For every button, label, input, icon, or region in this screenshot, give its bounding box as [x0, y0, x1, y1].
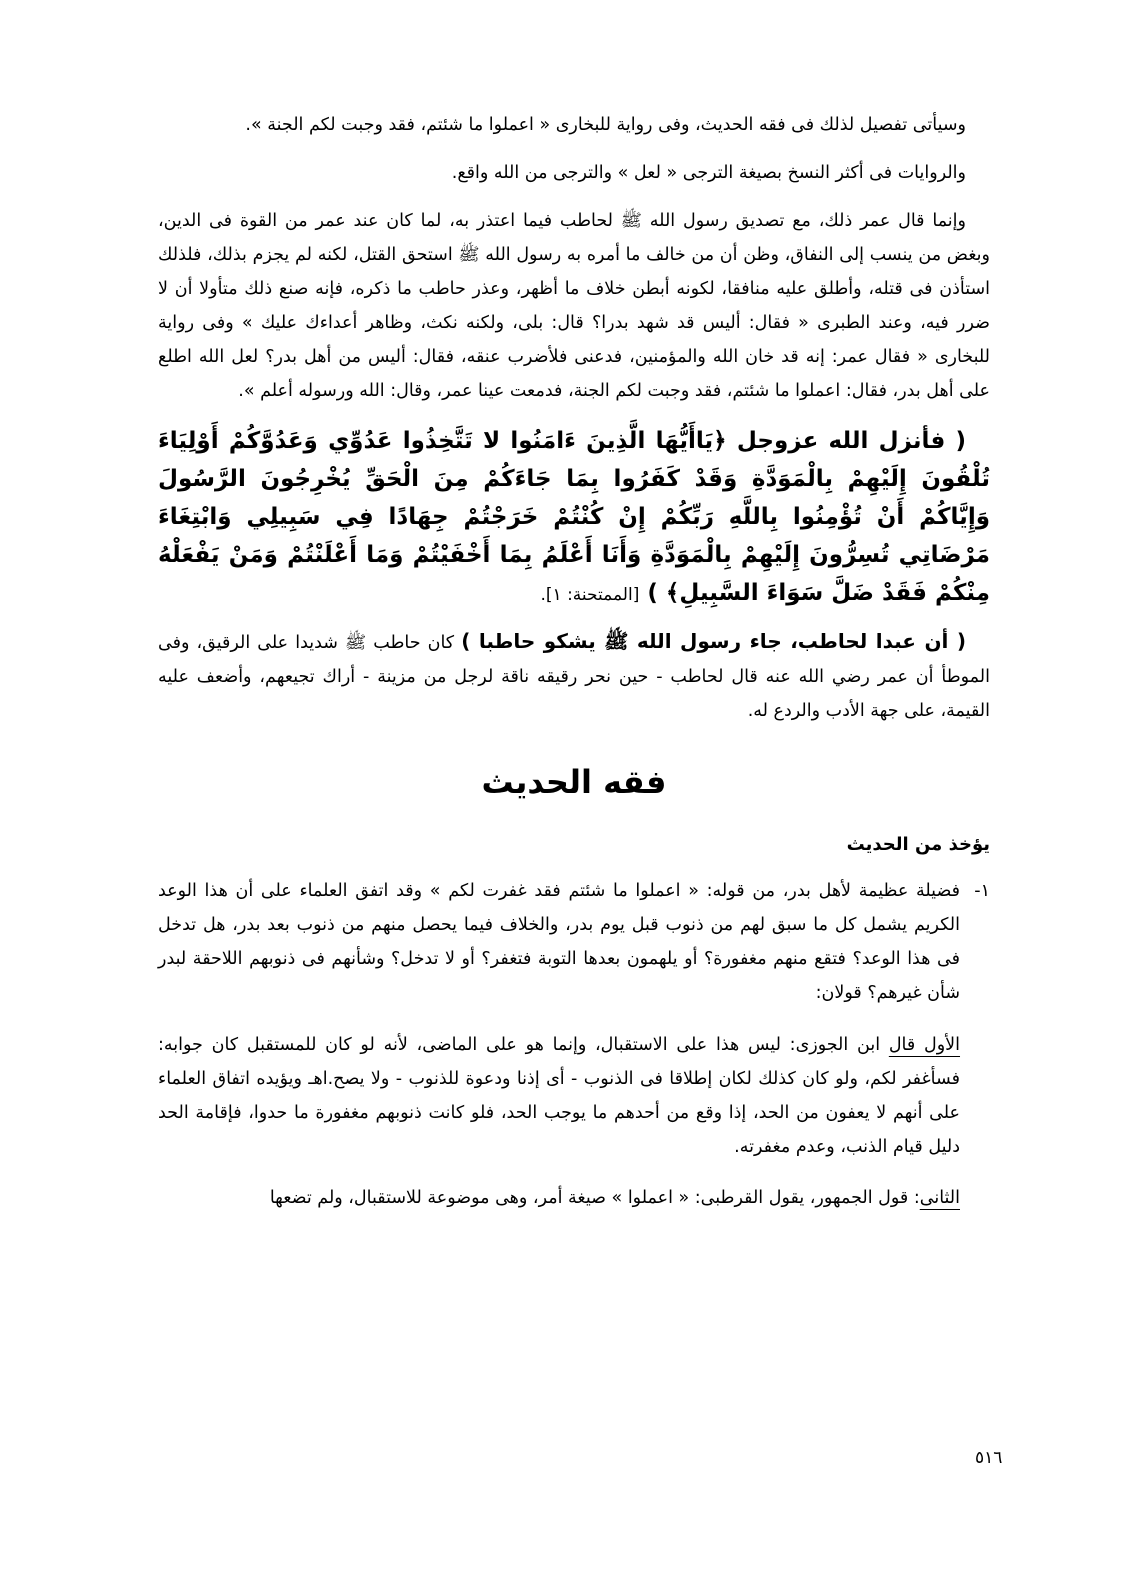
paragraph-bukhari-narration: وسيأتى تفصيل لذلك فى فقه الحديث، وفى رواية للبخارى « اعملوا ما شئتم، فقد وجبت لكم الجنة ».: [245, 115, 966, 135]
quran-verse-block: [158, 422, 990, 614]
hadith-lead-text: ( أن عبدا لحاطب، جاء رسول الله ﷺ يشكو حاطبا ): [461, 629, 966, 653]
opinion-first-label: الأول قال: [888, 1034, 961, 1055]
paragraph-narrations-note: والروايات فى أكثر النسخ بصيغة الترجى « لعل » والترجى من الله واقع.: [451, 163, 966, 183]
hadith-commentary-text: كان حاطب ﷺ شديدا على الرقيق، وفى الموطأ أن عمر رضي الله عنه قال لحاطب - حين نحر رقيقه ناقة لرجل من مزينة - أراك تجيعهم، وأضعف عليه القيمة، على جهة الأدب والردع له.: [158, 633, 990, 721]
opinion-second-label: الثانى: [919, 1188, 960, 1208]
paragraph-umar-explanation: وإنما قال عمر ذلك، مع تصديق رسول الله ﷺ لحاطب فيما اعتذر به، لما كان عند عمر من القوة فى الدين، وبغض من ينسب إلى النفاق، وظن أن من خالف ما أمره به رسول الله ﷺ استحق القتل، لكنه لم يجزم بذلك، فلذلك استأذن فى قتله، وأطلق عليه منافقا، لكونه أبطن خلاف ما أظهر، وعذر حاطب ما ذكره، فإنه صنع ذلك متأولا أن لا ضرر فيه، وعند الطبرى « فقال: أليس قد شهد بدرا؟ قال: بلى، ولكنه نكث، وظاهر أعداءك عليك » وفى رواية للبخارى « فقال عمر: إنه قد خان الله والمؤمنين، فدعنى فلأضرب عنقه، فقال: أليس من أهل بدر؟ لعل الله اطلع على أهل بدر، فقال: اعملوا ما شئتم، فقد وجبت لكم الجنة، فدمعت عينا عمر، وقال: الله ورسوله أعلم ».: [158, 211, 990, 401]
list-item: [158, 874, 990, 1010]
opinion-second-text: : قول الجمهور، يقول القرطبى: « اعملوا » صيغة أمر، وهى موضوعة للاستقبال، ولم تضعها: [269, 1188, 920, 1208]
paragraph-hadith-hatib: [158, 624, 990, 728]
page-number: ٥١٦: [975, 1448, 1003, 1468]
quran-verse-text: ( فأنزل الله عزوجل ﴿يَاأَيُّهَا الَّذِينَ ءَامَنُوا لا تَتَّخِذُوا عَدُوِّي وَعَدُوَّكُمْ أَوْلِيَاءَ تُلْقُونَ إِلَيْهِمْ بِالْمَوَدَّةِ وَقَدْ كَفَرُوا بِمَا جَاءَكُمْ مِنَ الْحَقِّ يُخْرِجُونَ الرَّسُولَ وَإِيَّاكُمْ أَنْ تُؤْمِنُوا بِاللَّهِ رَبِّكُمْ إِنْ كُنْتُمْ خَرَجْتُمْ جِهَادًا فِي سَبِيلِي وَابْتِغَاءَ مَرْضَاتِي تُسِرُّونَ إِلَيْهِمْ بِالْمَوَدَّةِ وَأَنَا أَعْلَمُ بِمَا أَخْفَيْتُمْ وَمَا أَعْلَنْتُمْ وَمَنْ يَفْعَلْهُ مِنْكُمْ فَقَدْ ضَلَّ سَوَاءَ السَّبِيلِ﴾ ): [158, 428, 990, 606]
opinion-first-text: ابن الجوزى: ليس هذا على الاستقبال، وإنما هو على الماضى، لأنه لو كان للمستقبل كان جوابه: فسأغفر لكم، ولو كان كذلك لكان إطلاقا فى الذنوب - أى إذنا ودعوة للذنوب - ولا يصح.اهـ ويؤيده اتفاق العلماء على أنهم لا يعفون من الحد، إذا وقع من أحدهم ما يوجب الحد، فلو كانت ذنوبهم مغفورة ما حدوا، فإقامة الحد دليل قيام الذنب، وعدم مغفرته.: [158, 1034, 960, 1157]
list-item-text: فضيلة عظيمة لأهل بدر، من قوله: « اعملوا ما شئتم فقد غفرت لكم » وقد اتفق العلماء على أن هذا الوعد الكريم يشمل كل ما سبق لهم من ذنوب قبل يوم بدر، والخلاف فيما يحصل منهم من ذنوب بعد بدر، هل تدخل فى هذا الوعد؟ فتقع منهم مغفورة؟ أو يلهمون بعدها التوبة فتغفر؟ أو لا تدخل؟ وشأنهم فى ذنوبهم اللاحقة لبدر شأن غيرهم؟ قولان:: [158, 881, 960, 1003]
quran-verse-reference: [الممتحنة: ١].: [540, 585, 640, 605]
subheading: يؤخذ من الحديث: [846, 834, 990, 855]
opinion-second: [158, 1181, 960, 1215]
opinion-first: [158, 1028, 960, 1164]
list-item-number: ١-: [974, 881, 990, 901]
book-page: [158, 108, 990, 1227]
section-title: فقه الحديث: [481, 763, 667, 801]
